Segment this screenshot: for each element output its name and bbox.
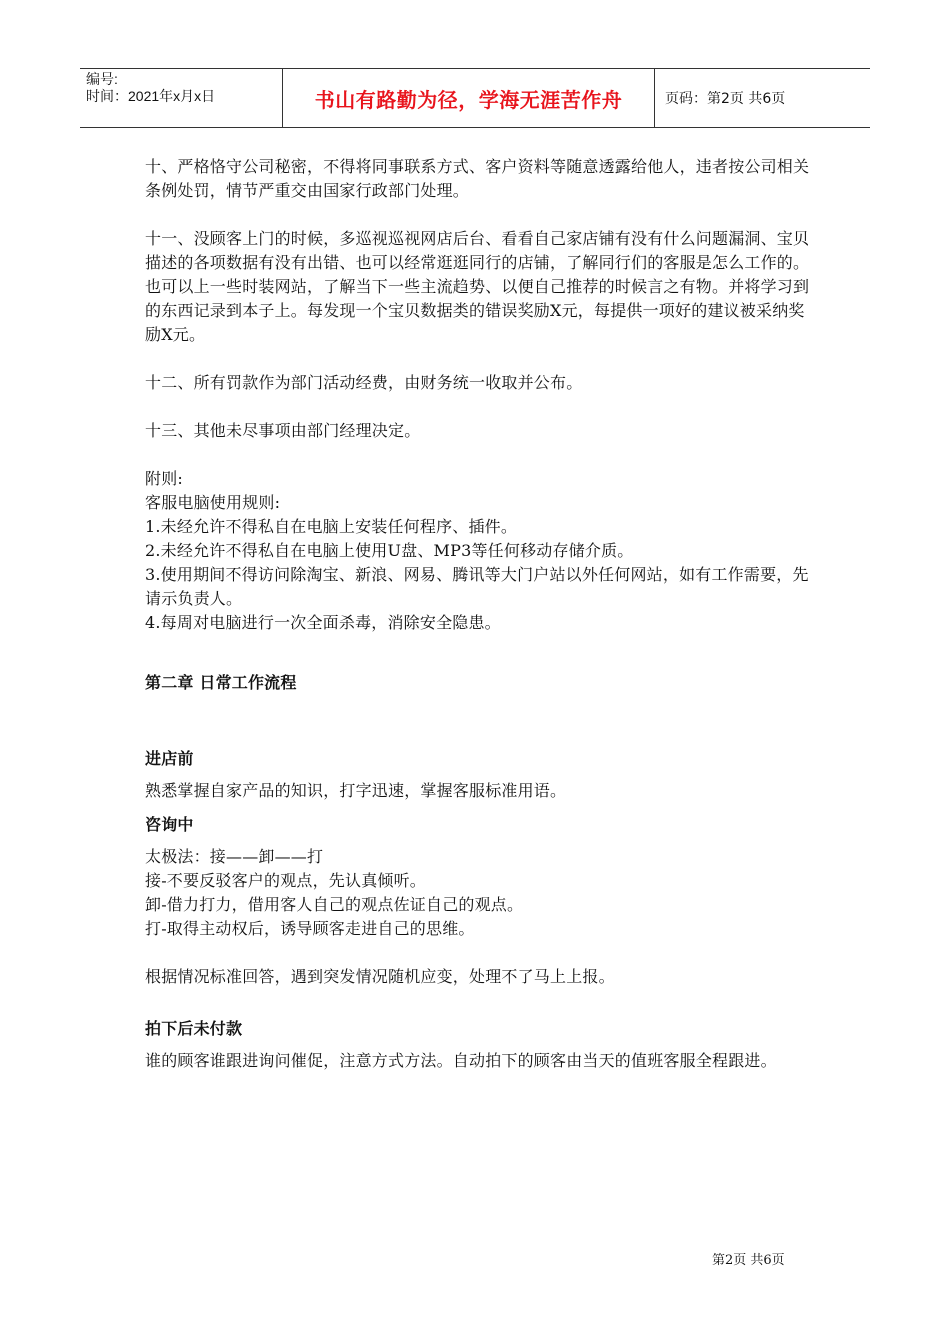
header-meta	[80, 69, 282, 127]
paragraph-11: 十一、没顾客上门的时候，多巡视巡视网店后台、看看自己家店铺有没有什么问题漏洞、宝贝描述的各项数据有没有出错、也可以经常逛逛同行的店铺，了解同行们的客服是怎么工作的。也可以上一些时装网站，了解当下一些主流趋势、以便自己推荐的时候言之有物。并将学习到的东西记录到本子上。每发现一个宝贝数据类的错误奖励X元，每提供一项好的建议被采纳奖励X元。	[145, 229, 810, 344]
paragraph-12: 十二、所有罚款作为部门活动经费，由财务统一收取并公布。	[145, 373, 583, 392]
unpaid-heading: 拍下后未付款	[145, 1019, 243, 1038]
before-store-heading: 进店前	[145, 749, 194, 768]
page-footer: 第2页 共6页	[712, 1253, 785, 1268]
appendix-title: 附则:	[145, 469, 183, 488]
jie-step: 接-不要反驳客户的观点，先认真倾听。	[145, 871, 427, 890]
xie-step: 卸-借力打力，借用客人自己的观点佐证自己的观点。	[145, 895, 524, 914]
taiji-method: 太极法：接——卸——打	[145, 847, 324, 866]
rule-4: 4.每周对电脑进行一次全面杀毒，消除安全隐患。	[145, 613, 501, 632]
answer-guideline: 根据情况标准回答，遇到突发情况随机应变，处理不了马上上报。	[145, 967, 615, 986]
rule-3: 3.使用期间不得访问除淘宝、新浪、网易、腾讯等大门户站以外任何网站，如有工作需要，先请示负责人。	[145, 565, 809, 608]
rule-1: 1.未经允许不得私自在电脑上安装任何程序、插件。	[145, 517, 518, 536]
unpaid-text: 谁的顾客谁跟进询问催促，注意方式方法。自动拍下的顾客由当天的值班客服全程跟进。	[145, 1051, 777, 1070]
paragraph-10: 十、严格恪守公司秘密，不得将同事联系方式、客户资料等随意透露给他人，违者按公司相关条例处罚，情节严重交由国家行政部门处理。	[145, 157, 810, 200]
chapter-2-heading: 第二章 日常工作流程	[145, 673, 297, 692]
paragraph-13: 十三、其他未尽事项由部门经理决定。	[145, 421, 421, 440]
number-label: 编号:	[86, 71, 118, 87]
date-label: 时间：2021年x月x日	[86, 88, 216, 104]
consulting-heading: 咨询中	[145, 815, 194, 834]
page-header	[80, 68, 870, 128]
da-step: 打-取得主动权后，诱导顾客走进自己的思维。	[145, 919, 475, 938]
before-store-text: 熟悉掌握自家产品的知识，打字迅速，掌握客服标准用语。	[145, 781, 567, 800]
rule-2: 2.未经允许不得私自在电脑上使用U盘、MP3等任何移动存储介质。	[145, 541, 634, 560]
document-body	[145, 155, 810, 1073]
header-motto-cell	[282, 69, 655, 127]
header-page-label: 页码：第2页 共6页	[665, 91, 786, 107]
appendix-subtitle: 客服电脑使用规则:	[145, 493, 281, 512]
motto: 书山有路勤为径，学海无涯苦作舟	[314, 87, 623, 112]
